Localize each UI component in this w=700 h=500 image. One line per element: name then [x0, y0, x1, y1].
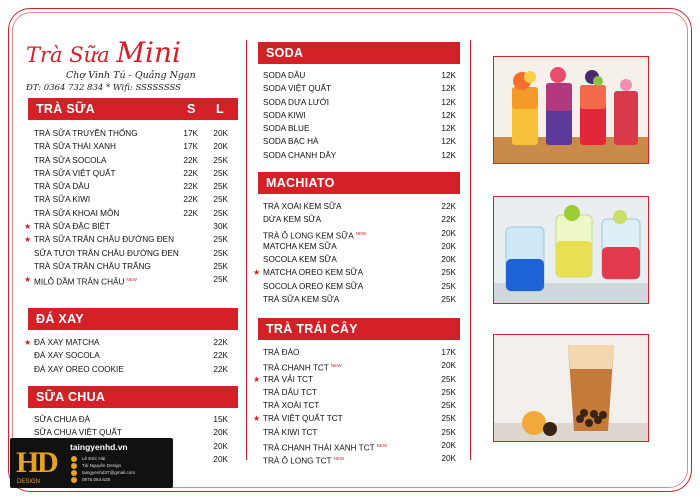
- bubble-tea-photo: [493, 334, 649, 442]
- menu-item-name: [263, 386, 317, 399]
- menu-item-price: 12K: [441, 150, 456, 160]
- menu-item-row: [34, 180, 238, 193]
- logo-tagline: DESIGN: [17, 479, 41, 485]
- menu-item-label: TRÀ KIWI TCT: [263, 427, 318, 437]
- menu-item-row: [263, 452, 460, 465]
- menu-item-row: [263, 69, 460, 82]
- menu-item-name: [34, 247, 179, 260]
- brand-name-a: Trà Sữa: [26, 43, 110, 67]
- designer-phone: 0976.064.628: [82, 477, 111, 482]
- menu-item-name: [263, 213, 321, 226]
- menu-item-name: [263, 135, 319, 148]
- star-icon: ★: [24, 338, 32, 347]
- tra-sua-list: [24, 127, 238, 287]
- soda-drinks-image: [494, 57, 649, 164]
- menu-item-name: [263, 69, 305, 82]
- section-soda: [258, 42, 460, 162]
- menu-item-label: TRÀ SỮA ĐẶC BIỆT: [34, 222, 111, 232]
- brand-name: [26, 36, 246, 69]
- menu-item-name: [263, 293, 339, 306]
- menu-item-name: [34, 413, 90, 426]
- designer-email: taingyenhd37@gmail.com: [82, 470, 136, 475]
- menu-item-label: TRÀ DÂU TCT: [263, 387, 317, 397]
- menu-item-label: ĐÁ XAY OREO COOKIE: [34, 364, 124, 374]
- menu-item-label: TRÀ Ô LONG KEM SỮA: [263, 231, 354, 241]
- menu-item-price: 12K: [441, 137, 456, 147]
- section-machiato: [253, 172, 460, 306]
- menu-item-row: [263, 149, 460, 162]
- price-size-l: 20K: [213, 142, 228, 152]
- price-size-l: 25K: [213, 235, 228, 245]
- section-title-da-xay: [28, 308, 238, 330]
- menu-item-name: [34, 260, 151, 273]
- menu-item-label: TRÀ SỮA TRUYỀN THỐNG: [34, 129, 138, 138]
- size-l-label: L: [216, 102, 224, 116]
- person-icon: [71, 456, 77, 462]
- menu-item-row: [34, 154, 238, 167]
- menu-item-row: [253, 412, 460, 425]
- price-size-l: 25K: [213, 155, 228, 165]
- menu-item-label: SỮA TƯƠI TRÂN CHÂU ĐƯỜNG ĐEN: [34, 248, 179, 258]
- menu-item-label: TRÀ SỮA KEM SỮA: [263, 295, 340, 305]
- menu-item-row: [263, 109, 460, 122]
- menu-item-price: 15K: [213, 415, 228, 424]
- menu-item-label: SOCOLA KEM SỮA: [263, 255, 337, 265]
- menu-item-price: 20K: [213, 454, 228, 464]
- menu-item-price: 20K: [441, 241, 456, 251]
- machiato-list: [253, 200, 460, 306]
- menu-item-row: [263, 240, 460, 253]
- menu-item-row: [24, 233, 238, 246]
- menu-item-name: [263, 452, 344, 468]
- designer-badge: [10, 438, 173, 488]
- menu-item-price: 22K: [213, 364, 228, 374]
- menu-item-name: [263, 200, 341, 213]
- menu-item-name: [263, 82, 331, 95]
- designer-name: Lê Đức Hải: [82, 456, 106, 461]
- menu-item-price: 25K: [441, 295, 456, 305]
- price-size-l: 25K: [213, 261, 228, 271]
- column-divider-left: [246, 40, 247, 460]
- phone-icon: [71, 477, 77, 483]
- menu-item-price: 20K: [441, 255, 456, 265]
- menu-item-row: [34, 363, 238, 376]
- menu-item-price: 20K: [441, 454, 456, 464]
- menu-item-name: [34, 167, 115, 180]
- menu-item-name: [263, 240, 337, 253]
- menu-item-label: SODA DÂU: [263, 71, 306, 80]
- menu-item-row: [263, 439, 460, 452]
- menu-item-price: 25K: [441, 401, 456, 411]
- new-badge: NEW: [376, 443, 388, 449]
- menu-item-row: [34, 193, 238, 206]
- menu-item-price: 20K: [441, 361, 456, 371]
- menu-item-price: 20K: [441, 228, 456, 238]
- menu-item-label: TRÀ SỮA KHOAI MÔN: [34, 208, 120, 218]
- menu-item-name: [263, 399, 319, 412]
- star-icon: ★: [253, 268, 261, 278]
- menu-item-label: TRÀ Ô LONG TCT: [263, 457, 332, 467]
- tra-trai-cay-title: TRÀ TRÁI CÂY: [266, 322, 358, 336]
- brand-header: [26, 36, 246, 93]
- menu-item-label: TRÀ SỮA TRÂN CHÂU TRẮNG: [34, 261, 151, 271]
- section-tra-trai-cay: [253, 318, 460, 467]
- new-badge: NEW: [330, 363, 342, 369]
- menu-item-label: DỪA KEM SỮA: [263, 215, 322, 225]
- menu-item-name: [263, 280, 363, 293]
- menu-item-price: 22K: [441, 202, 456, 211]
- menu-item-name: [34, 273, 137, 289]
- bubble-tea-image: [494, 335, 649, 442]
- soda-drinks-photo: [493, 56, 649, 164]
- menu-item-row: [34, 140, 238, 153]
- menu-item-row: [34, 260, 238, 273]
- menu-item-price: 25K: [441, 374, 456, 384]
- menu-item-name: [34, 336, 100, 349]
- menu-item-name: [34, 363, 124, 376]
- menu-item-row: [263, 280, 460, 293]
- menu-item-row: [263, 293, 460, 306]
- price-size-s: 22K: [183, 208, 198, 218]
- menu-item-label: TRÀ SỮA TRÂN CHÂU ĐƯỜNG ĐEN: [34, 235, 175, 245]
- menu-item-price: 25K: [441, 387, 456, 397]
- menu-item-price: 12K: [441, 110, 456, 120]
- star-icon: ★: [253, 374, 261, 384]
- menu-item-label: TRÀ CHANH TCT: [263, 364, 329, 374]
- menu-item-label: SODA DƯA LƯỚI: [263, 97, 330, 107]
- designer-company: Tài Nguyên Design: [82, 463, 122, 468]
- section-title-soda: [258, 42, 460, 64]
- sua-chua-title: SỮA CHUA: [36, 390, 106, 404]
- section-title-machiato: [258, 172, 460, 194]
- menu-item-label: TRÀ SỮA THÁI XANH: [34, 142, 116, 152]
- mason-jar-drinks-photo: [493, 196, 649, 304]
- menu-item-name: [34, 154, 107, 167]
- new-badge: NEW: [126, 277, 137, 283]
- menu-item-price: 12K: [441, 84, 456, 94]
- menu-item-price: 12K: [441, 71, 456, 80]
- menu-item-label: SỮA CHUA ĐÁ: [34, 415, 91, 424]
- star-icon: ★: [24, 235, 32, 245]
- menu-item-price: 20K: [213, 441, 228, 451]
- menu-item-row: [34, 167, 238, 180]
- menu-item-row: [263, 122, 460, 135]
- menu-item-label: SOCOLA OREO KEM SỮA: [263, 281, 364, 291]
- star-icon: ★: [24, 222, 32, 232]
- menu-item-name: [263, 122, 309, 135]
- menu-item-name: [263, 266, 363, 279]
- menu-item-name: [34, 180, 90, 193]
- price-size-l: 25K: [213, 275, 228, 285]
- menu-item-price: 22K: [213, 338, 228, 347]
- brand-contact: ĐT: 0364 732 834 * Wifi: SSSSSSSS: [26, 83, 182, 93]
- menu-item-name: [34, 207, 119, 220]
- menu-item-label: TRÀ SỮA KIWI: [34, 195, 91, 205]
- menu-item-label: MATCHA KEM SỮA: [263, 241, 337, 251]
- menu-item-label: TRÀ ĐÀO: [263, 348, 300, 357]
- menu-item-row: [263, 213, 460, 226]
- menu-item-label: ĐÁ XAY SOCOLA: [34, 351, 100, 361]
- section-title-sua-chua: [28, 386, 238, 408]
- designer-url[interactable]: taingyenhd.vn: [70, 442, 128, 452]
- da-xay-title: ĐÁ XAY: [36, 312, 84, 326]
- price-size-l: 25K: [213, 248, 228, 258]
- tra-sua-title: TRÀ SỮA: [36, 102, 95, 116]
- menu-item-name: [34, 127, 138, 140]
- menu-item-name: [34, 349, 100, 362]
- menu-item-row: [34, 413, 238, 426]
- da-xay-list: [24, 336, 238, 376]
- menu-item-price: 25K: [441, 281, 456, 291]
- menu-item-row: [263, 253, 460, 266]
- menu-item-name: [263, 109, 306, 122]
- menu-item-price: 12K: [441, 97, 456, 107]
- menu-item-row: [24, 336, 238, 349]
- menu-item-label: SODA BẠC HÀ: [263, 137, 319, 147]
- menu-item-price: 25K: [441, 414, 456, 424]
- menu-item-name: [263, 346, 299, 359]
- menu-item-label: TRÀ VIỆT QUẤT TCT: [263, 414, 343, 424]
- section-da-xay: [24, 308, 238, 376]
- menu-item-price: 12K: [441, 124, 456, 134]
- price-size-s: 17K: [183, 129, 198, 138]
- price-size-s: 22K: [183, 155, 198, 165]
- price-size-s: 22K: [183, 195, 198, 205]
- price-size-l: 30K: [213, 222, 228, 232]
- price-size-l: 25K: [213, 208, 228, 218]
- tra-trai-cay-list: [253, 346, 460, 467]
- menu-item-row: [253, 266, 460, 279]
- soda-list: [258, 69, 460, 162]
- menu-item-price: 22K: [213, 351, 228, 361]
- menu-item-label: TRÀ CHANH THÁI XANH TCT: [263, 443, 375, 453]
- price-size-l: 25K: [213, 168, 228, 178]
- menu-item-price: 20K: [213, 428, 228, 438]
- section-title-tra-trai-cay: [258, 318, 460, 340]
- new-badge: NEW: [355, 230, 367, 236]
- price-size-s: 22K: [183, 168, 198, 178]
- menu-item-name: [263, 412, 343, 425]
- menu-item-row: [263, 399, 460, 412]
- menu-item-label: MATCHA OREO KEM SỮA: [263, 268, 364, 278]
- menu-item-label: SODA BLUE: [263, 124, 310, 134]
- menu-item-name: [263, 149, 336, 162]
- menu-item-row: [263, 82, 460, 95]
- svg-text:D: D: [37, 446, 59, 479]
- new-badge: NEW: [333, 456, 345, 462]
- price-size-s: 17K: [183, 142, 198, 152]
- menu-item-row: [34, 207, 238, 220]
- menu-item-row: [263, 96, 460, 109]
- menu-item-row: [263, 227, 460, 240]
- price-size-l: 20K: [213, 129, 228, 138]
- menu-item-row: [34, 247, 238, 260]
- menu-item-price: 22K: [441, 215, 456, 225]
- menu-item-row: [24, 220, 238, 233]
- menu-item-name: [34, 193, 90, 206]
- menu-item-row: [253, 373, 460, 386]
- menu-item-label: TRÀ VẢI TCT: [263, 374, 313, 384]
- menu-item-label: TRÀ SỮA VIỆT QUẤT: [34, 168, 116, 178]
- column-divider-right: [470, 40, 471, 460]
- menu-item-name: [34, 220, 110, 233]
- menu-item-label: TRÀ SỮA DÂU: [34, 182, 90, 192]
- menu-item-label: TRÀ XOÀI TCT: [263, 401, 320, 411]
- menu-item-row: [263, 346, 460, 359]
- menu-item-row: [263, 426, 460, 439]
- menu-item-label: TRÀ SỮA SOCOLA: [34, 155, 107, 165]
- menu-item-name: [263, 373, 313, 386]
- menu-item-label: SODA VIỆT QUẤT: [263, 84, 332, 94]
- menu-item-name: [34, 233, 174, 246]
- menu-item-label: SODA CHANH DÂY: [263, 150, 337, 160]
- section-title-tra-sua: [28, 98, 238, 120]
- section-tra-sua: [24, 98, 238, 287]
- svg-text:H: H: [16, 446, 40, 479]
- menu-item-row: [263, 200, 460, 213]
- menu-item-name: [263, 96, 329, 109]
- brand-location: Chợ Vinh Tú - Quảng Ngạn: [66, 70, 196, 81]
- price-size-s: 22K: [183, 182, 198, 192]
- star-icon: ★: [253, 414, 261, 424]
- menu-item-label: MILÔ DẦM TRÂN CHÂU: [34, 278, 125, 287]
- soda-title: SODA: [266, 46, 304, 60]
- menu-item-row: [34, 349, 238, 362]
- menu-item-label: TRÀ XOÀI KEM SỮA: [263, 202, 342, 211]
- menu-item-price: 20K: [441, 441, 456, 451]
- price-size-l: 25K: [213, 195, 228, 205]
- size-s-label: S: [187, 102, 196, 116]
- star-icon: ★: [24, 275, 32, 285]
- email-icon: [71, 470, 77, 476]
- menu-item-row: [34, 127, 238, 140]
- machiato-title: MACHIATO: [266, 176, 335, 190]
- menu-item-row: [263, 359, 460, 372]
- mason-jar-image: [494, 197, 649, 304]
- menu-item-price: 17K: [441, 348, 456, 357]
- menu-item-label: ĐÁ XAY MATCHA: [34, 338, 100, 347]
- menu-item-label: SỮA CHUA VIỆT QUẤT: [34, 428, 122, 438]
- brand-icon: [71, 463, 77, 469]
- brand-name-b: Mini: [116, 36, 181, 69]
- menu-item-price: 25K: [441, 427, 456, 437]
- menu-item-name: [263, 253, 337, 266]
- menu-item-row: [263, 386, 460, 399]
- menu-item-name: [34, 140, 116, 153]
- menu-item-name: [263, 426, 317, 439]
- menu-item-row: [263, 135, 460, 148]
- menu-item-price: 25K: [441, 268, 456, 278]
- menu-item-row: [24, 273, 238, 287]
- price-size-l: 25K: [213, 182, 228, 192]
- menu-item-label: SODA KIWI: [263, 110, 306, 120]
- hd-logo-icon: [13, 440, 63, 486]
